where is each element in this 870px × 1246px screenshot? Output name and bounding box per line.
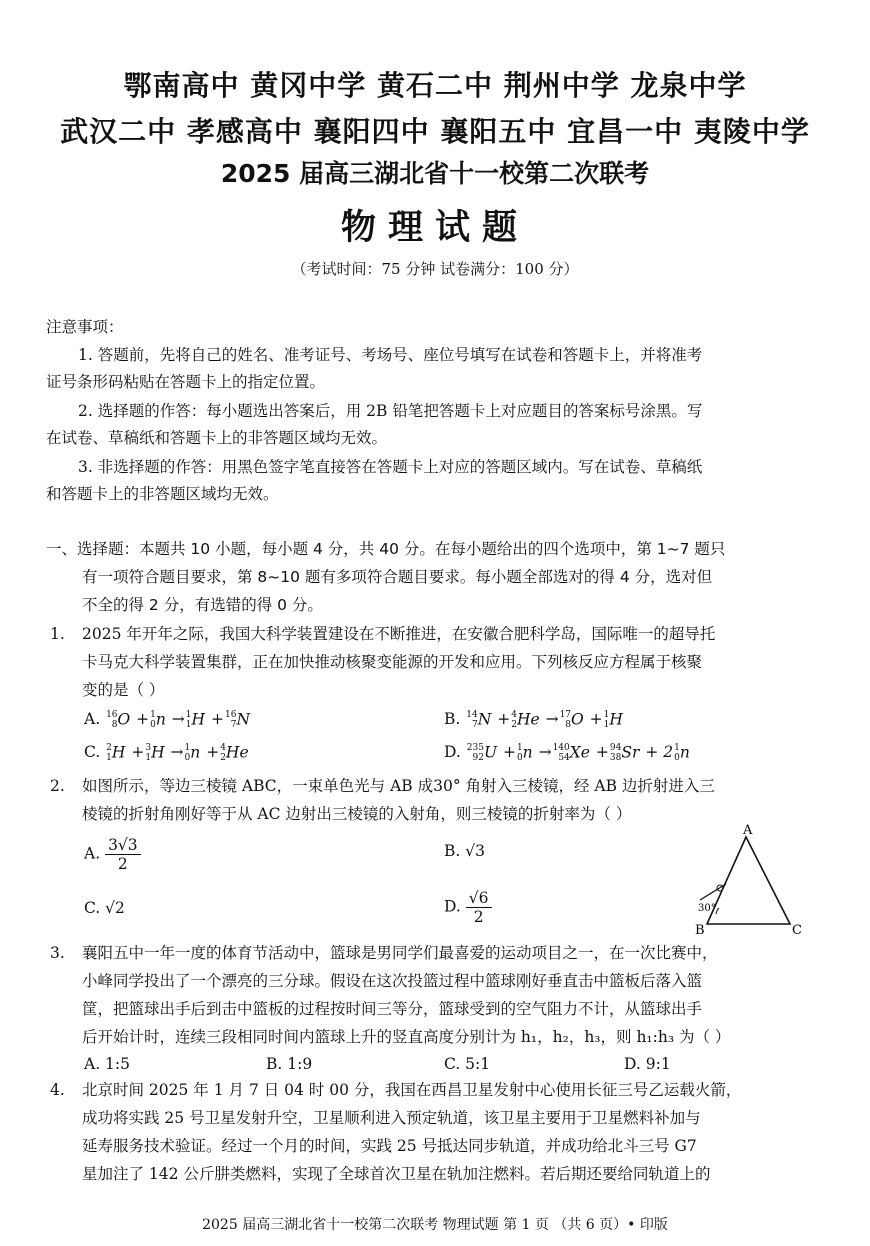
notice-title: 注意事项： xyxy=(46,318,124,336)
option-label: D. xyxy=(444,897,461,916)
question-text: 北京时间 2025 年 1 月 7 日 04 时 00 分，我国在西昌卫星发射中心使用长征三号乙运载火箭， xyxy=(82,1081,742,1099)
page-footer: 2025 届高三湖北省十一校第二次联考 物理试题 第 1 页 （共 6 页）• 印版 xyxy=(202,1217,668,1233)
option-c: C. 5:1 xyxy=(444,1055,491,1073)
notice-line: 2. 选择题的作答：每小题选出答案后，用 2B 铅笔把答题卡上对应题目的答案标号涂黑。写 xyxy=(78,402,703,420)
section-instruction: 有一项符合题目要求，第 8~10 题有多项符合题目要求。每小题全部选对的得 4 分，选对但 xyxy=(82,568,713,586)
question-text: 筐，把篮球出手后到击中篮板的过程按时间三等分，篮球受到的空气阻力不计，从篮球出手 xyxy=(82,1000,703,1018)
question-text: 小峰同学投出了一个漂亮的三分球。假设在这次投篮过程中篮球刚好垂直击中篮板后落入篮 xyxy=(82,972,703,990)
notice-line: 证号条形码粘贴在答题卡上的指定位置。 xyxy=(46,373,326,391)
notice-line: 在试卷、草稿纸和答题卡上的非答题区域均无效。 xyxy=(46,429,388,447)
question-number: 1. xyxy=(50,625,65,643)
question-text: 棱镜的折射角刚好等于从 AC 边射出三棱镜的入射角，则三棱镜的折射率为（ ） xyxy=(82,805,632,823)
angle-arc xyxy=(716,908,719,914)
question-text: 如图所示，等边三棱镜 ABC，一束单色光与 AB 成30° 角射入三棱镜，经 AB 边折射进入三 xyxy=(82,777,715,795)
prism-triangle xyxy=(707,837,790,924)
question-number: 2. xyxy=(50,777,65,795)
exam-info: （考试时间：75 分钟 试卷满分：100 分） xyxy=(291,260,579,278)
option-d xyxy=(444,889,492,926)
notice-line: 和答题卡上的非答题区域均无效。 xyxy=(46,485,279,503)
option-label: C. xyxy=(84,743,101,761)
question-text: 延寿服务技术验证。经过一个月的时间，实践 25 号抵达同步轨道，并成功给北斗三号 G7 xyxy=(82,1137,697,1155)
option-label: A. xyxy=(84,710,101,728)
option-d: D. 9:1 xyxy=(624,1055,671,1073)
option-c: C. 2 1 H + 3 1 H → 1 0 n + 4 2 He xyxy=(84,743,249,763)
fraction: $\frac{√6}{2}$ xyxy=(466,889,492,926)
nuclide: 16 8 O xyxy=(106,710,131,730)
option-label: A. xyxy=(84,844,101,863)
exam-title: 2025 届高三湖北省十一校第二次联考 xyxy=(220,159,650,188)
question-text: 襄阳五中一年一度的体育节活动中，篮球是男同学们最喜爱的运动项目之一，在一次比赛中， xyxy=(82,944,718,962)
option-d: D. 235 92 U + 1 0 n → 140 54 Xe + 94 38 Sr + 2 1 0 n xyxy=(444,743,690,763)
option-label: B. xyxy=(444,710,461,728)
question-text: 卡马克大科学装置集群，正在加快推动核聚变能源的开发和应用。下列核反应方程属于核聚 xyxy=(82,653,703,671)
section-instruction: 不全的得 2 分，有选错的得 0 分。 xyxy=(82,596,323,614)
option-label: B. xyxy=(444,842,461,860)
question-text: 后开始计时，连续三段相同时间内篮球上升的竖直高度分别计为 h₁，h₂，h₃，则 h₁:h₃ 为（ ） xyxy=(82,1028,731,1046)
option-a xyxy=(84,836,141,873)
question-number: 4. xyxy=(50,1081,65,1099)
option-label: C. xyxy=(84,899,101,917)
notice-line: 3. 非选择题的作答：用黑色签字笔直接答在答题卡上对应的答题区域内。写在试卷、草稿纸 xyxy=(78,458,703,476)
section-instruction: 一、选择题：本题共 10 小题，每小题 4 分，共 40 分。在每小题给出的四个选项中，第 1~7 题只 xyxy=(46,540,726,558)
subject-title: 物理试题 xyxy=(340,208,529,248)
question-text: 星加注了 142 公斤肼类燃料，实现了全球首次卫星在轨加注燃料。若后期还要给同轨道上的 xyxy=(82,1165,711,1183)
question-text: 变的是（ ） xyxy=(82,681,165,699)
option-c: C. √2 xyxy=(84,899,125,917)
option-label: D. xyxy=(444,743,461,761)
notice-line: 1. 答题前，先将自己的姓名、准考证号、考场号、座位号填写在试卷和答题卡上，并将准考 xyxy=(78,346,703,364)
prism-diagram xyxy=(690,822,810,937)
vertex-c-label: C xyxy=(792,923,802,937)
vertex-a-label: A xyxy=(743,823,753,838)
schools-line-1: 鄂南高中 黄冈中学 黄石二中 荆州中学 龙泉中学 xyxy=(123,69,747,102)
question-text: 成功将实践 25 号卫星发射升空，卫星顺利进入预定轨道，该卫星主要用于卫星燃料补加与 xyxy=(82,1109,701,1127)
option-a: A. 16 8 O + 1 0 n → 1 1 H + 16 7 N xyxy=(84,710,250,730)
option-b: B. √3 xyxy=(444,842,486,860)
option-b: B. 1:9 xyxy=(266,1055,313,1073)
question-number: 3. xyxy=(50,944,65,962)
fraction: $\frac{3√3}{2}$ xyxy=(105,836,141,873)
question-text: 2025 年开年之际，我国大科学装置建设在不断推进，在安徽合肥科学岛，国际唯一的超导托 xyxy=(82,625,716,643)
angle-label: 30° xyxy=(698,903,716,914)
option-a: A. 1:5 xyxy=(84,1055,130,1073)
option-b: B. 14 7 N + 4 2 He → 17 8 O + 1 1 H xyxy=(444,710,623,730)
vertex-b-label: B xyxy=(695,923,705,937)
schools-line-2: 武汉二中 孝感高中 襄阳四中 襄阳五中 宜昌一中 夷陵中学 xyxy=(60,115,810,148)
